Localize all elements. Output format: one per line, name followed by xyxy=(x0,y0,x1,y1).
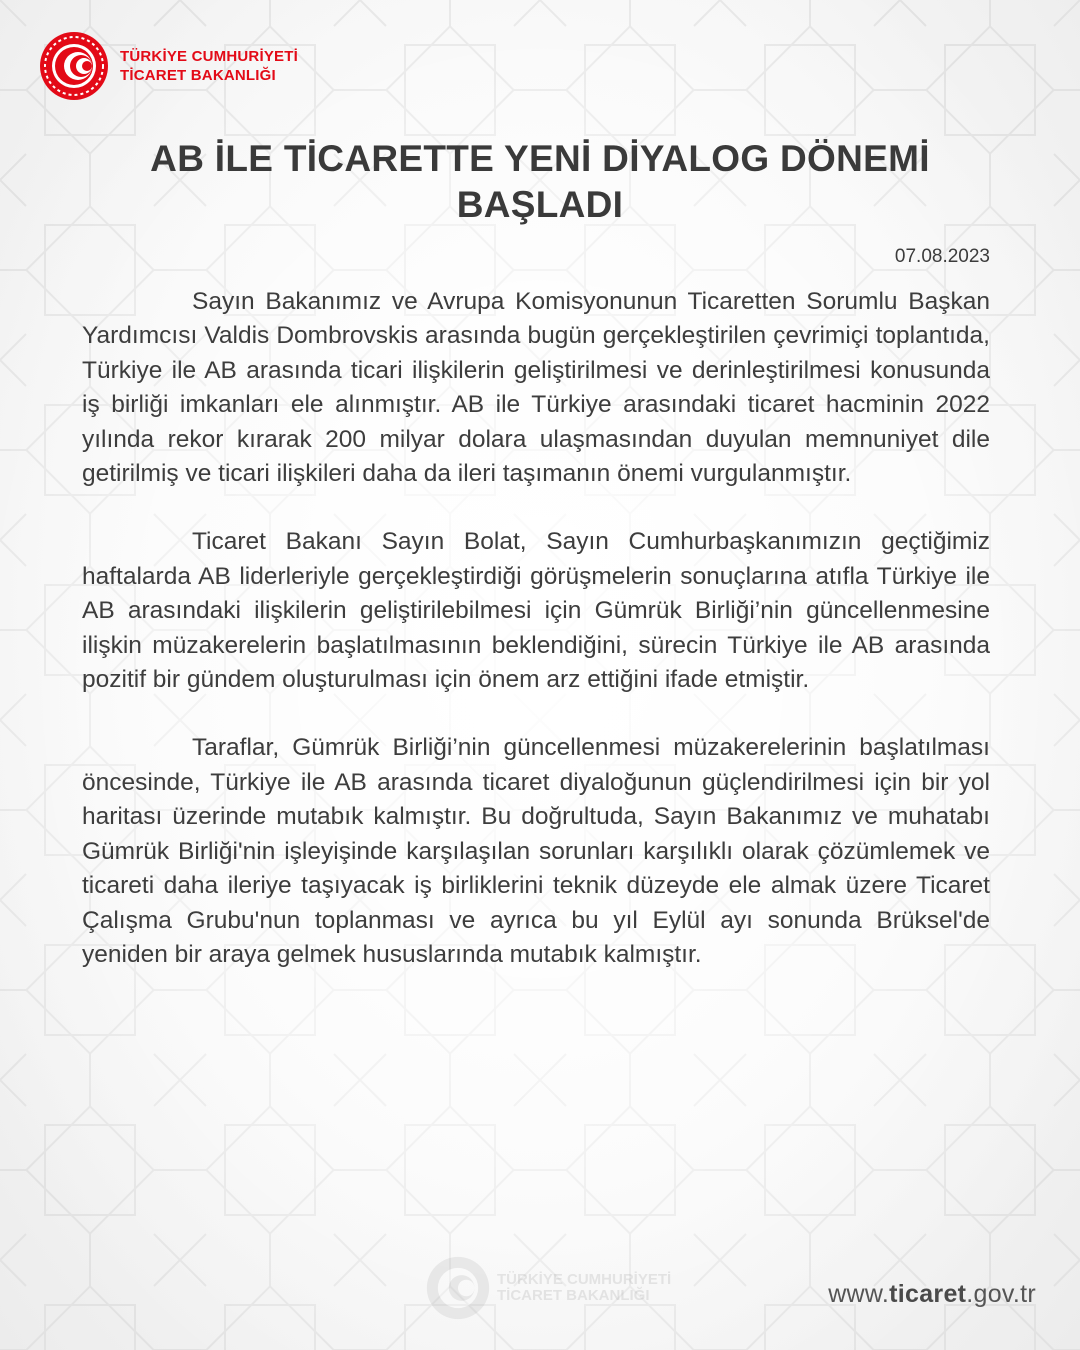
ministry-watermark-emblem-icon xyxy=(425,1255,491,1321)
watermark-line1: TÜRKİYE CUMHURİYETİ xyxy=(497,1271,672,1289)
page-title-line1: AB İLE TİCARETTE YENİ DİYALOG DÖNEMİ xyxy=(150,138,930,179)
page-title-line2: BAŞLADI xyxy=(456,184,624,225)
website-link[interactable] xyxy=(828,1280,1036,1309)
website-brand: ticaret xyxy=(889,1280,967,1308)
website-suffix: .gov.tr xyxy=(966,1280,1036,1308)
footer-watermark-logo xyxy=(425,1255,671,1321)
ministry-logo xyxy=(38,30,298,102)
website-prefix: www. xyxy=(828,1280,890,1308)
paragraph-1: Sayın Bakanımız ve Avrupa Komisyonunun Ticaretten Sorumlu Başkan Yardımcısı Valdis Dombrovskis arasında bugün gerçekleştirilen çevrimiçi toplantıda, Türkiye ile AB arasında ticari ilişkilerin geliştirilmesi ve derinleştirilmesi konusunda iş birliği imkanları ele alınmıştır. AB ile Türkiye arasındaki ticaret hacminin 2022 yılında rekor kırarak 200 milyar dolara ulaşmasından duyulan memnuniyet dile getirilmiş ve ticari ilişkileri daha da ileri taşımanın önemi vurgulanmıştır. xyxy=(82,288,990,488)
ministry-name-line1: TÜRKİYE CUMHURİYETİ xyxy=(120,48,298,65)
paragraph-3: Taraflar, Gümrük Birliği’nin güncellenmesi müzakerelerinin başlatılması öncesinde, Türkiye ile AB arasında ticaret diyaloğunun güçlendirilmesi için bir yol haritası üzerinde mutabık kalmıştır. Bu doğrultuda, Sayın Bakanımız ve muhatabı Gümrük Birliği'nin işleyişinde karşılaşılan sorunları karşılıklı olarak çözümlemek ve ticareti daha ileriye taşıyacak iş birliklerini teknik düzeyde ele almak üzere Ticaret Çalışma Grubu'nun toplanması ve ayrıca bu yıl Eylül ayı sonunda Brüksel'de yeniden bir araya gelmek hususlarında mutabık kalmıştır. xyxy=(82,734,990,968)
press-release-body xyxy=(82,285,990,1006)
watermark-line2: TİCARET BAKANLIĞI xyxy=(497,1287,650,1304)
publication-date: 07.08.2023 xyxy=(894,246,990,267)
ministry-emblem-icon xyxy=(38,30,110,102)
paragraph-2: Ticaret Bakanı Sayın Bolat, Sayın Cumhurbaşkanımızın geçtiğimiz haftalarda AB liderleriyle gerçekleştirdiği görüşmelerin sonuçlarına atıfla Türkiye ile AB arasındaki ilişkilerin geliştirilebilmesi için Gümrük Birliği’nin güncellenmesine ilişkin müzakerelerin başlatılmasının beklendiğini, sürecin Türkiye ile AB arasında pozitif bir gündem oluşturulması için önem arz ettiğini ifade etmiştir. xyxy=(82,528,990,694)
ministry-name-line2: TİCARET BAKANLIĞI xyxy=(120,67,276,84)
page-title xyxy=(60,136,1020,228)
